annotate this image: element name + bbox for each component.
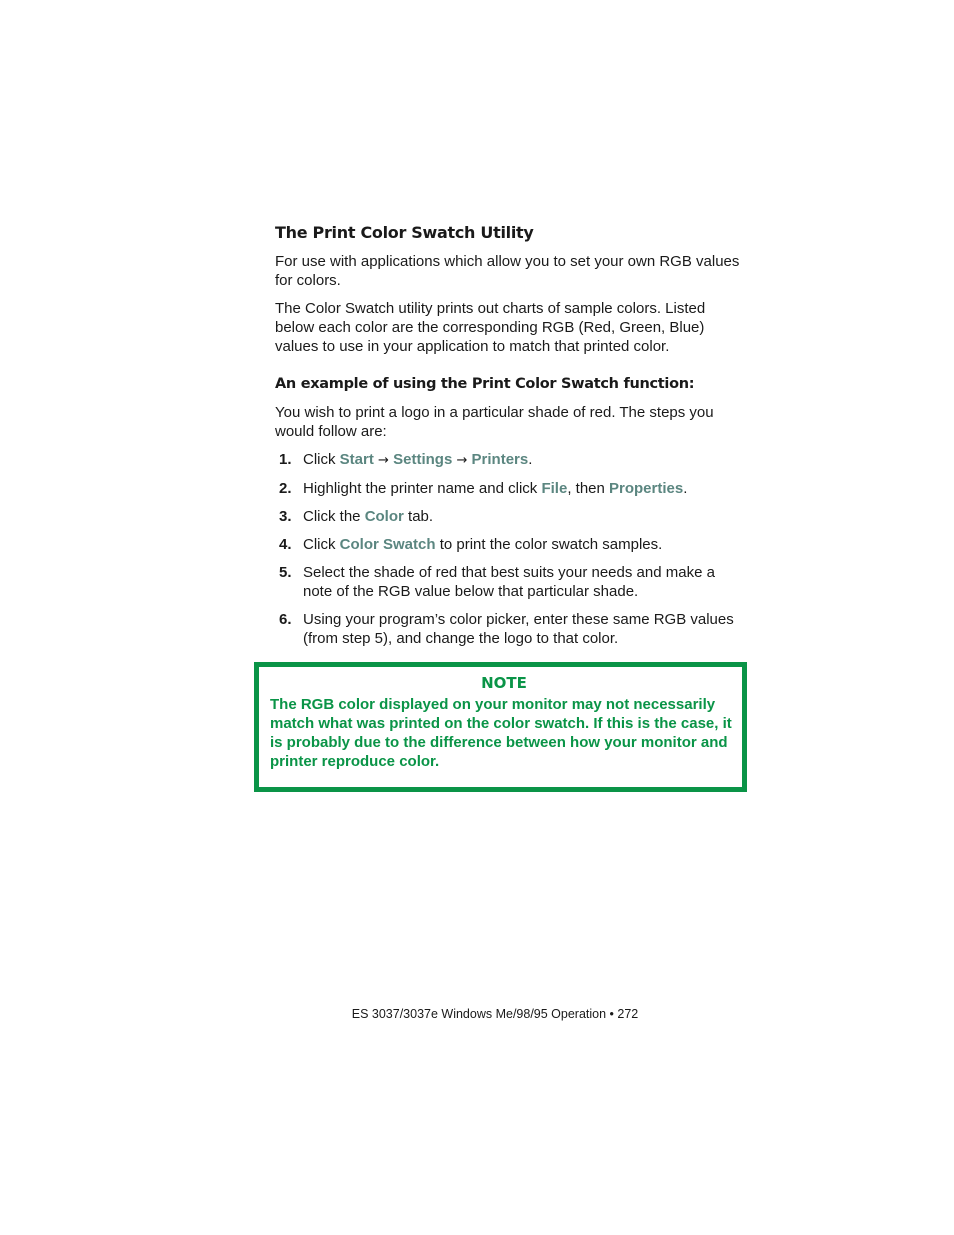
intro-paragraph-2: The Color Swatch utility prints out charts of sample colors. Listed below each color are the corresponding RGB (Red, Green, Blue) values to use in your application to match that printed color. (275, 300, 706, 355)
step-text: . (683, 480, 688, 497)
ui-color-swatch: Color Swatch (339, 536, 436, 553)
example-heading: An example of using the Print Color Swatch function: (275, 376, 695, 392)
step-number: 4. (279, 536, 292, 553)
ui-file: File (541, 480, 568, 497)
step-6 (275, 610, 745, 648)
step-text: Click the (303, 508, 365, 525)
ui-settings: Settings (393, 451, 453, 468)
note-box (254, 662, 747, 792)
arrow-icon: → (456, 453, 468, 468)
arrow-icon: → (378, 453, 389, 468)
note-title: NOTE (481, 674, 527, 692)
step-1 (275, 450, 745, 470)
step-number: 1. (279, 451, 292, 468)
step-text: tab. (403, 508, 434, 525)
intro-paragraph-1: For use with applications which allow you to set your own RGB values for colors. (275, 253, 740, 289)
page-content (275, 222, 745, 657)
step-text: Using your program’s color picker, enter these same RGB values (from step 5), and change the logo to that color. (303, 611, 734, 647)
step-number: 2. (279, 480, 292, 497)
step-number: 5. (279, 564, 292, 581)
steps-list (275, 450, 745, 648)
step-text: Highlight the printer name and click (303, 480, 542, 497)
ui-properties: Properties (609, 480, 684, 497)
step-text: Click (303, 536, 340, 553)
note-text: The RGB color displayed on your monitor may not necessarily match what was printed on the color swatch. If this is the case, it is probably due to the difference between how your monitor and printer reproduce color. (270, 696, 732, 770)
section-title: The Print Color Swatch Utility (275, 223, 534, 242)
example-lead: You wish to print a logo in a particular shade of red. The steps you would follow are: (275, 404, 714, 440)
step-text: . (528, 451, 533, 468)
step-4 (275, 535, 745, 554)
ui-start: Start (339, 451, 374, 468)
step-text: to print the color swatch samples. (435, 536, 663, 553)
step-text: , then (567, 480, 610, 497)
step-number: 3. (279, 508, 292, 525)
step-3 (275, 507, 745, 526)
step-text: Click (303, 451, 340, 468)
step-text: Select the shade of red that best suits your needs and make a note of the RGB value below that particular shade. (303, 564, 715, 600)
ui-color-tab: Color (364, 508, 404, 525)
page-footer: ES 3037/3037e Windows Me/98/95 Operation • 272 (351, 1007, 639, 1021)
step-2 (275, 479, 745, 498)
ui-printers: Printers (471, 451, 529, 468)
step-number: 6. (279, 611, 292, 628)
step-5 (275, 563, 745, 601)
